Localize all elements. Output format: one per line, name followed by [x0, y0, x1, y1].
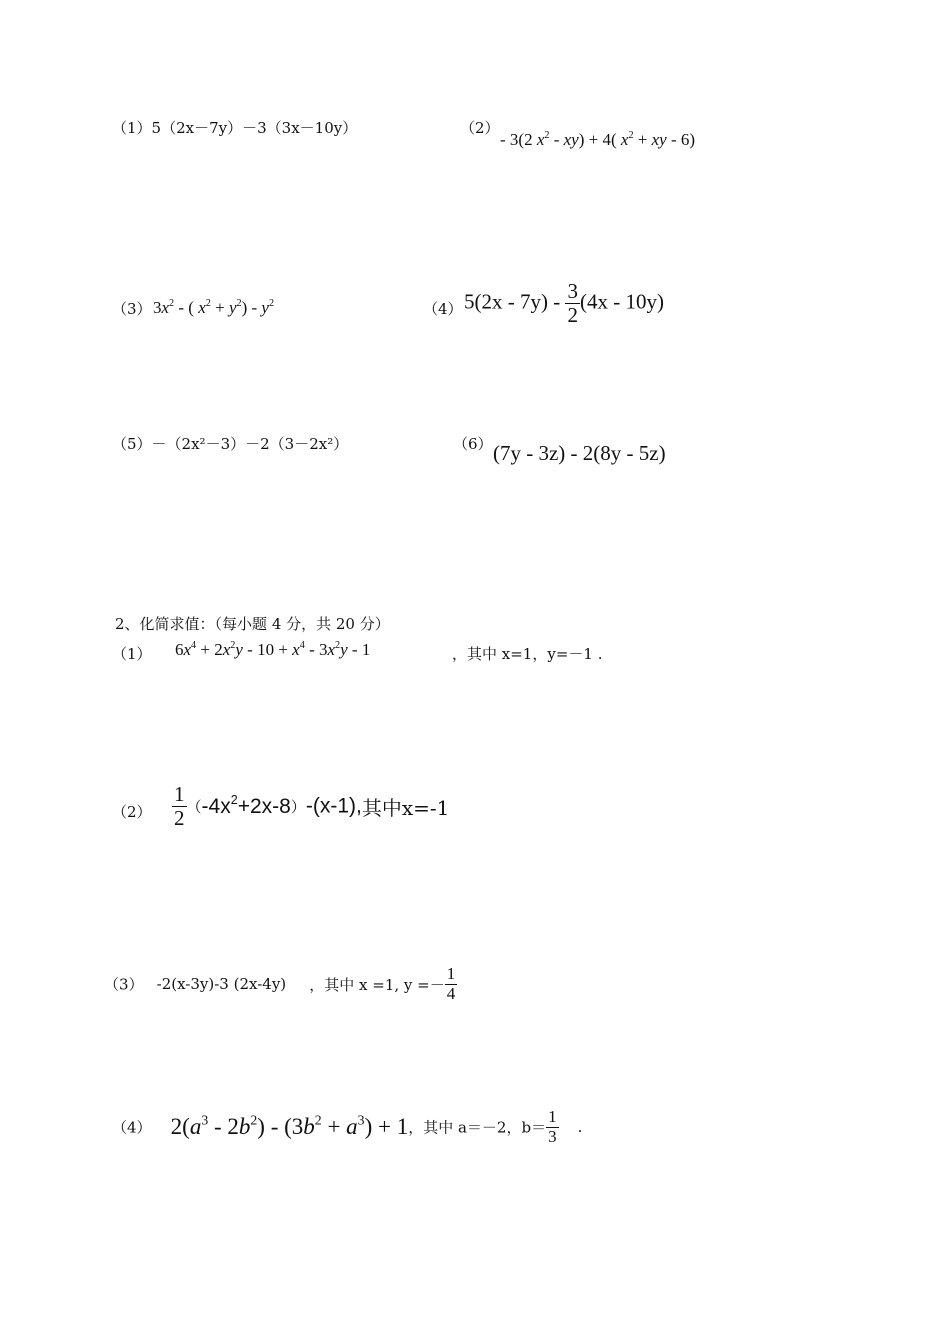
problem-2-expression: - 3(2 $x^2 - xy) + 4$( $x^2$ + xy - 6): [500, 129, 696, 149]
fraction-1-3: $\frac{1}{3}$: [548, 1107, 557, 1146]
problem-6-expression: (7y - 3z) - 2(8y - 5z): [493, 441, 666, 465]
question-4-expression: $2(a^3 - 2b^2) - (3b^2 + a^3) + 1$: [170, 1112, 409, 1140]
problem-3-label: （3）: [112, 300, 152, 318]
question-2-condition: 其中x=-1: [361, 796, 450, 821]
question-4: [112, 1108, 582, 1146]
problem-1-expression: 5（2x－7y）－3（3x－10y）: [151, 119, 358, 137]
problem-4-label: （4）: [423, 300, 463, 318]
problem-6-label: （6）: [453, 435, 493, 453]
fraction-3-2: $\frac{3}{2}$: [567, 279, 578, 328]
problem-2-label: （2）: [460, 119, 500, 137]
problem-1-label: （1）: [112, 119, 152, 137]
question-3: [104, 965, 457, 1003]
problem-5: [112, 433, 348, 454]
problem-4-prefix: 5(2x - 7y) -: [464, 289, 566, 314]
question-3-label: （3）: [104, 975, 144, 994]
question-4-condition: ，其中 a＝－2，b＝: [408, 1118, 547, 1137]
question-3-expression: -2(x-3y)-3 (2x-4y): [156, 975, 287, 994]
question-4-label: （4）: [112, 1118, 152, 1137]
problem-5-expression: －（2x²－3）－2（3－2x²）: [151, 435, 349, 453]
question-2-expression: $\frac{1}{2}$ $(-4x^2+2x-8)-(x-1)$,其中x=-1: [174, 782, 450, 831]
section-2-heading: 2、化简求值：（每小题 4 分，共 20 分）: [115, 615, 390, 633]
question-1-expression: $6x^4 + 2x^2y - 10 + x^4 - 3x^2y - 1$: [175, 639, 371, 659]
problem-5-label: （5）: [112, 435, 152, 453]
question-4-tail: .: [577, 1118, 583, 1137]
problem-1: [112, 117, 357, 138]
problem-3-expression: $3x^2$ - ( $x^2 + y^2) - y^2$: [153, 297, 275, 317]
fraction-1-2: $\frac{1}{2}$: [174, 782, 185, 831]
question-3-condition: ，其中 x =1, y =－: [309, 975, 445, 994]
question-1-condition: ，其中 x=1，y=－1 .: [452, 645, 603, 663]
question-2-label: （2）: [112, 803, 152, 821]
question-1-label: （1）: [112, 645, 152, 663]
problem-4-expression: [464, 280, 664, 327]
problem-4-suffix: (4x - 10y): [579, 289, 664, 314]
fraction-1-4: $\frac{1}{4}$: [446, 964, 456, 1003]
